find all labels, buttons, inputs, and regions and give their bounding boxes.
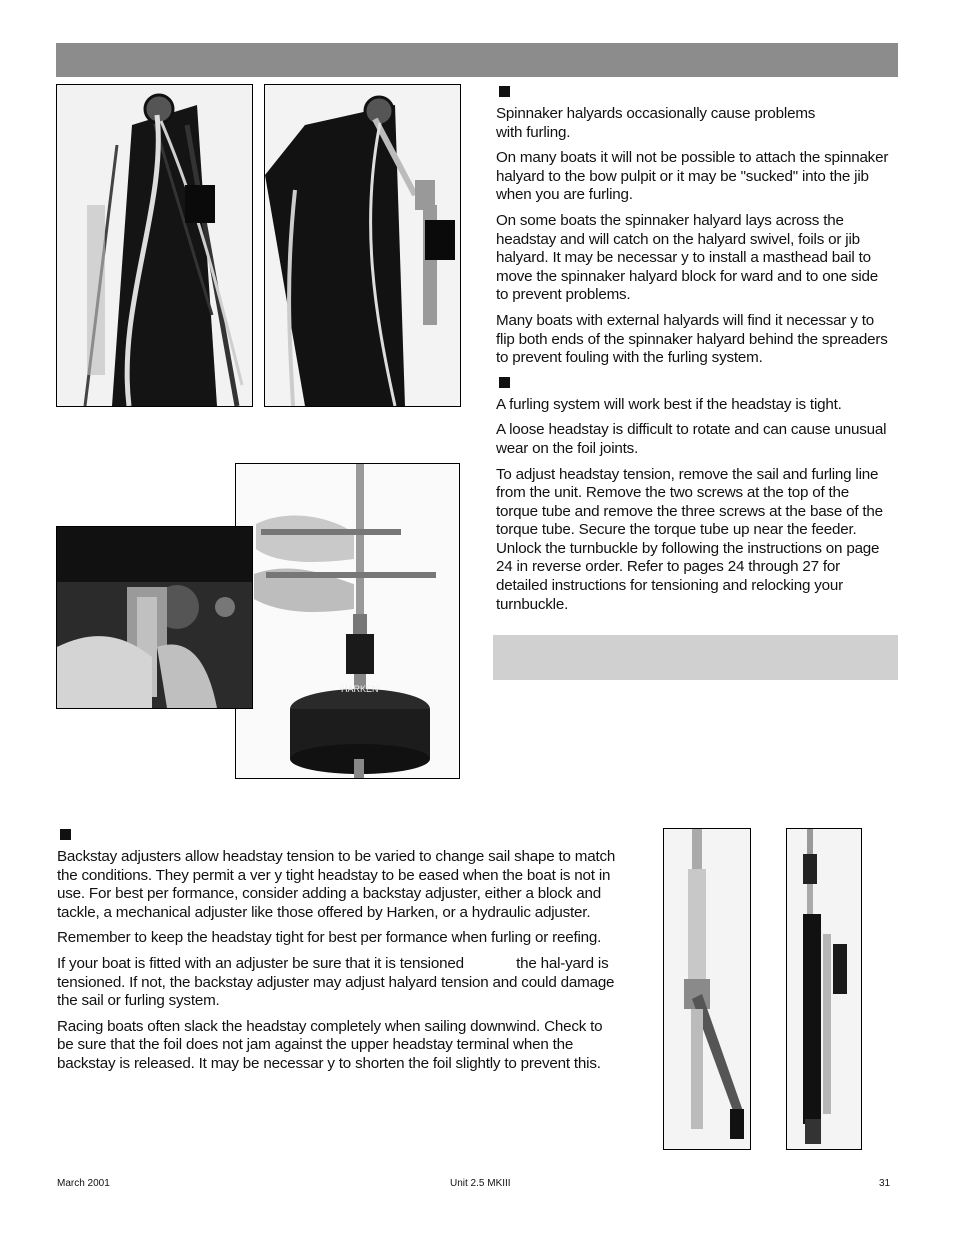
section-bullet-headstay (499, 377, 510, 388)
masthead-photo-2 (264, 84, 461, 407)
paragraph: Many boats with external halyards will find it necessar y to flip both ends of the spinnaker halyard behind the spreaders to prevent fouling with the furling system. (496, 311, 888, 367)
turnbuckle-photo (235, 463, 460, 779)
paragraph: To adjust headstay tension, remove the sail and furling line from the unit. Remove the two screws at the top of the torque tube and remove the three screws at the base of the torque tube. Secure the torque tube up near the feeder. Unlock the turnbuckle by following the instructions on page 24 in reverse order. Refer to pages 24 through 27 for detailed instructions for tensioning and relocking your turnbuckle. (496, 465, 883, 613)
hydraulic-adjuster-photo (786, 828, 862, 1150)
paragraph: On some boats the spinnaker halyard lays across the headstay and will catch on the halyard swivel, foils or jib halyard. It may be necessar y to install a masthead bail to move the spinnaker halyard block for ward and to one side to prevent problems. (496, 211, 879, 304)
paragraph: Spinnaker halyards occasionally cause problems with furling. (496, 105, 816, 141)
masthead-photo-1 (56, 84, 253, 407)
right-column (496, 86, 891, 621)
section-bullet-spinnaker (499, 86, 510, 97)
header-bar (56, 43, 898, 77)
backstay-column (57, 829, 617, 1081)
drum-logo-text: HARKEN (341, 684, 379, 694)
paragraph: Backstay adjusters allow headstay tension to be varied to change sail shape to match the conditions. They permit a ver y tight headstay to be eased when the boat is not in use. For best per formance, consider adding a backstay adjuster, either a block and tackle, a mechanical adjuster like those offered by Harken, or a hydraulic adjuster. (57, 848, 616, 921)
mechanical-adjuster-photo (663, 828, 751, 1150)
paragraph: A loose headstay is difficult to rotate and can cause unusual wear on the foil joints. (496, 421, 887, 457)
note-box (493, 635, 898, 680)
paragraph: On many boats it will not be possible to attach the spinnaker halyard to the bow pulpit or it may be "sucked" into the jib when you are furling. (496, 149, 889, 204)
footer-page-number: 31 (879, 1178, 891, 1189)
paragraph: A furling system will work best if the headstay is tight. (496, 395, 842, 413)
footer-unit: Unit 2.5 MKIII (450, 1178, 511, 1189)
paragraph: Racing boats often slack the headstay completely when sailing downwind. Check to be sure that the foil does not jam against the upper headstay terminal when the backstay is released. It may be necessar y to shorten the foil slightly to prevent this. (57, 1017, 603, 1072)
turnbuckle-closeup-photo (56, 526, 253, 709)
footer-date: March 2001 (57, 1178, 110, 1189)
paragraph: If your boat is fitted with an adjuster be sure that it is tensioned the hal-yard is tensioned. If not, the backstay adjuster may adjust halyard tension and could damage the sail or furling system. (57, 954, 619, 1010)
section-bullet-backstay (60, 829, 71, 840)
paragraph: Remember to keep the headstay tight for best per formance when furling or reefing. (57, 929, 602, 947)
